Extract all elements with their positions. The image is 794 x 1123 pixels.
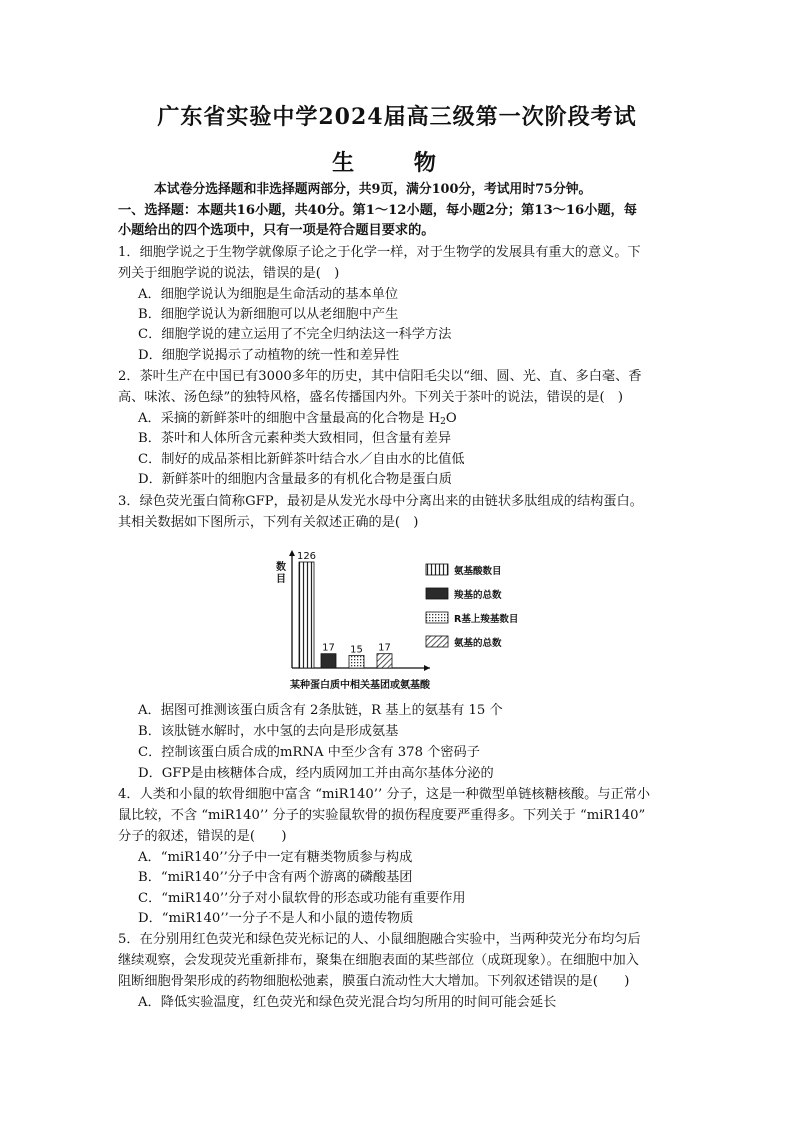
bar-chart [258, 548, 548, 698]
q2-stem-line2: 高、味浓、汤色绿”的独特风格，盛名传播国内外。下列关于茶叶的说法，错误的是( ) [118, 390, 623, 405]
legend-swatch [426, 564, 448, 575]
bar-value-label: 126 [296, 551, 317, 562]
q2-option-a-text: A．采摘的新鲜茶叶的细胞中含量最高的化合物是 H [138, 411, 441, 426]
q1-option-a: A．细胞学说认为细胞是生命活动的基本单位 [138, 287, 399, 302]
bar-value-label: 17 [378, 642, 391, 654]
y-axis-arrow [289, 550, 295, 556]
q4-stem-line1: 4．人类和小鼠的软骨细胞中富含 “miR140’’ 分子，这是一种微型单链核糖核酸。与正常小 [118, 787, 651, 802]
chart-legend [426, 564, 518, 649]
q5-option-a: A．降低实验温度，红色荧光和绿色荧光混合均匀所用的时间可能会延长 [138, 995, 557, 1010]
bar [299, 562, 314, 668]
q1-stem-line1: 1．细胞学说之于生物学就像原子论之于化学一样，对于生物学的发展具有重大的意义。下 [118, 245, 641, 260]
q2-option-a-tail: O [445, 411, 457, 426]
legend-label: 羧基的总数 [454, 590, 502, 601]
exam-intro: 本试卷分选择题和非选择题两部分，共9页，满分100分，考试用时75分钟。 [154, 182, 592, 197]
x-axis-label: 某种蛋白质中相关基团或氨基酸 [290, 680, 430, 691]
chart-bars [297, 551, 392, 668]
q3-stem-line2: 其相关数据如下图所示，下列有关叙述正确的是( ) [118, 515, 419, 530]
q2-option-b: B．茶叶和人体所含元素种类大致相同，但含量有差异 [138, 431, 452, 446]
q4-option-c: C．“miR140’’分子对小鼠软骨的形态或功能有重要作用 [138, 891, 466, 906]
q1-option-b: B．细胞学说认为新细胞可以从老细胞中产生 [138, 307, 399, 322]
legend-label: R基上羧基数目 [454, 614, 519, 625]
bar-value-label: 15 [350, 644, 363, 656]
section-heading-line1: 一、选择题：本题共16小题，共40分。第1～12小题，每小题2分；第13～16小题，每 [118, 203, 637, 218]
q1-option-d: D．细胞学说揭示了动植物的统一性和差异性 [138, 348, 400, 363]
bar [377, 654, 392, 668]
q5-stem-line2: 继续观察，会发现荧光重新排布，聚集在细胞表面的某些部位（成斑现象）。在细胞中加入 [118, 953, 639, 968]
q2-stem-line1: 2．茶叶生产在中国已有3000多年的历史，其中信阳毛尖以“细、圆、光、直、多白毫、香 [118, 369, 642, 384]
q3-option-a: A．据图可推测该蛋白质含有 2条肽链，R 基上的氨基有 15 个 [138, 703, 503, 718]
q3-option-c: C．控制该蛋白质合成的mRNA 中至少含有 378 个密码子 [138, 745, 480, 760]
exam-title: 广东省实验中学2024届高三级第一次阶段考试 [157, 104, 637, 130]
exam-subject: 生 物 [332, 150, 462, 176]
legend-swatch [426, 636, 448, 647]
bar [349, 655, 364, 668]
legend-swatch [426, 612, 448, 623]
section-heading-line2: 小题给出的四个选项中，只有一项是符合题目要求的。 [118, 223, 435, 238]
y-axis-label: 数目 [276, 562, 286, 585]
legend-label: 氨基的总数 [454, 638, 502, 649]
q3-option-d: D．GFP是由核糖体合成，经内质网加工并由高尔基体分泌的 [138, 766, 494, 781]
legend-label: 氨基酸数目 [454, 566, 502, 577]
q4-stem-line2: 鼠比较，不含 “miR140’’ 分子的实验鼠软骨的损伤程度要严重得多。下列关于 “miR140” [118, 808, 646, 823]
q2-option-c: C．制好的成品茶相比新鲜茶叶结合水／自由水的比值低 [138, 452, 465, 467]
q5-stem-line1: 5．在分别用红色荧光和绿色荧光标记的人、小鼠细胞融合实验中，当两种荧光分布均匀后 [118, 932, 641, 947]
legend-swatch [426, 588, 448, 599]
q3-option-b: B．该肽链水解时，水中氢的去向是形成氨基 [138, 724, 399, 739]
x-axis-arrow [424, 665, 430, 671]
q4-option-a: A．“miR140’’分子中一定有糖类物质参与构成 [138, 850, 413, 865]
q5-stem-line3: 阻断细胞骨架形成的药物细胞松弛素，膜蛋白流动性大大增加。下列叙述错误的是( ) [118, 974, 630, 989]
q4-stem-line3: 分子的叙述，错误的是( ) [118, 829, 287, 844]
q3-stem-line1: 3．绿色荧光蛋白简称GFP，最初是从发光水母中分离出来的由链状多肽组成的结构蛋白。 [118, 494, 643, 509]
q2-option-a-subscript: 2 [440, 417, 446, 427]
q1-option-c: C．细胞学说的建立运用了不完全归纳法这一科学方法 [138, 327, 452, 342]
q1-stem-line2: 列关于细胞学说的说法，错误的是( ) [118, 266, 340, 281]
bar [321, 654, 336, 668]
q4-option-d: D．“miR140’’一分子不是人和小鼠的遗传物质 [138, 911, 414, 926]
bar-value-label: 17 [322, 642, 335, 654]
q4-option-b: B．“miR140’’分子中含有两个游离的磷酸基团 [138, 870, 413, 885]
q2-option-d: D．新鲜茶叶的细胞内含量最多的有机化合物是蛋白质 [138, 472, 452, 487]
